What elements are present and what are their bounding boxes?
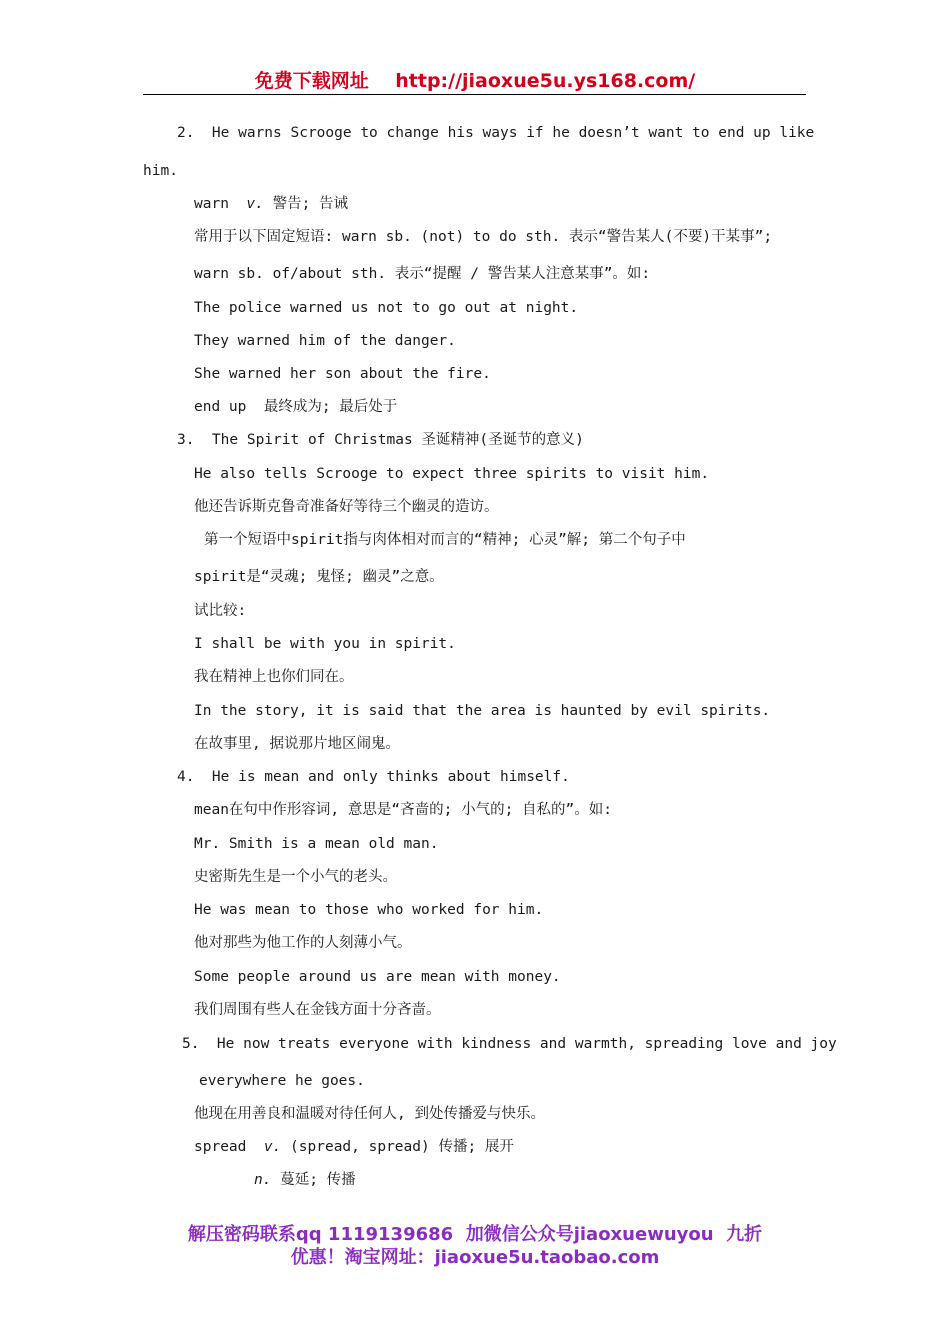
mean-example-3-translation: 我们周围有些人在金钱方面十分吝啬。: [194, 1002, 441, 1018]
spirit-example-2-translation: 在故事里, 据说那片地区闹鬼。: [194, 736, 400, 752]
warn-example-3: She warned her son about the fire.: [194, 366, 491, 382]
footer-line-1: 解压密码联系qq 1119139686 加微信公众号jiaoxuewuyou 九折: [187, 1224, 763, 1245]
mean-example-1-translation: 史密斯先生是一个小气的老头。: [194, 869, 397, 885]
spirit-example-2: In the story, it is said that the area is haunted by evil spirits.: [194, 703, 771, 719]
item-3-translation: 他还告诉斯克鲁奇准备好等待三个幽灵的造访。: [194, 499, 499, 515]
spread-word: spread: [194, 1139, 264, 1155]
warn-definition: [194, 195, 348, 213]
spread-verb-meaning: (spread, spread) 传播; 展开: [281, 1139, 514, 1155]
warn-pos: v.: [246, 196, 264, 212]
item-4-sentence: 4. He is mean and only thinks about himself.: [177, 769, 570, 785]
warn-word: warn: [194, 196, 247, 212]
mean-example-2-translation: 他对那些为他工作的人刻薄小气。: [194, 935, 412, 951]
warn-usage-2: warn sb. of/about sth. 表示“提醒 / 警告某人注意某事”。如:: [194, 266, 651, 282]
spread-noun-meaning: 蔓延; 传播: [271, 1172, 356, 1188]
header-label: 免费下载网址: [254, 70, 369, 92]
mean-example-1: Mr. Smith is a mean old man.: [194, 836, 439, 852]
item-2-sentence-cont: him.: [143, 163, 178, 179]
item-5-sentence-cont: everywhere he goes.: [199, 1073, 365, 1089]
compare-label: 试比较:: [194, 603, 247, 619]
item-3-title: 3. The Spirit of Christmas 圣诞精神(圣诞节的意义): [177, 432, 584, 448]
header-url[interactable]: http://jiaoxue5u.ys168.com/: [395, 70, 696, 92]
end-up-definition: end up 最终成为; 最后处于: [194, 399, 398, 415]
warn-usage-1: 常用于以下固定短语: warn sb. (not) to do sth. 表示“警告某人(不要)干某事”;: [194, 229, 773, 245]
footer-line-2: 优惠！淘宝网址：jiaoxue5u.taobao.com: [290, 1247, 660, 1268]
spirit-example-1: I shall be with you in spirit.: [194, 636, 456, 652]
spread-noun-definition: [254, 1171, 356, 1189]
mean-example-3: Some people around us are mean with money.: [194, 969, 561, 985]
warn-example-1: The police warned us not to go out at night.: [194, 300, 579, 316]
item-5-translation: 他现在用善良和温暖对待任何人, 到处传播爱与快乐。: [194, 1106, 545, 1122]
mean-example-2: He was mean to those who worked for him.: [194, 902, 544, 918]
warn-meaning: 警告; 告诫: [263, 196, 349, 212]
spread-verb-pos: v.: [263, 1139, 282, 1155]
spread-verb-definition: [194, 1138, 514, 1156]
item-3-sentence: He also tells Scrooge to expect three spirits to visit him.: [194, 466, 710, 482]
header-rule: [143, 94, 806, 95]
spirit-explanation-2: spirit是“灵魂; 鬼怪; 幽灵”之意。: [194, 569, 444, 585]
item-5-sentence: 5. He now treats everyone with kindness and warmth, spreading love and joy: [182, 1036, 837, 1052]
spread-noun-pos: n.: [254, 1172, 272, 1188]
item-2-sentence: 2. He warns Scrooge to change his ways if he doesn’t want to end up like: [177, 125, 815, 141]
warn-example-2: They warned him of the danger.: [194, 333, 456, 349]
page-header: [0, 66, 950, 93]
spirit-explanation-1: 第一个短语中spirit指与肉体相对而言的“精神; 心灵”解; 第二个句子中: [204, 532, 686, 548]
spirit-example-1-translation: 我在精神上也你们同在。: [194, 669, 354, 685]
mean-explanation: mean在句中作形容词, 意思是“吝啬的; 小气的; 自私的”。如:: [194, 802, 612, 818]
